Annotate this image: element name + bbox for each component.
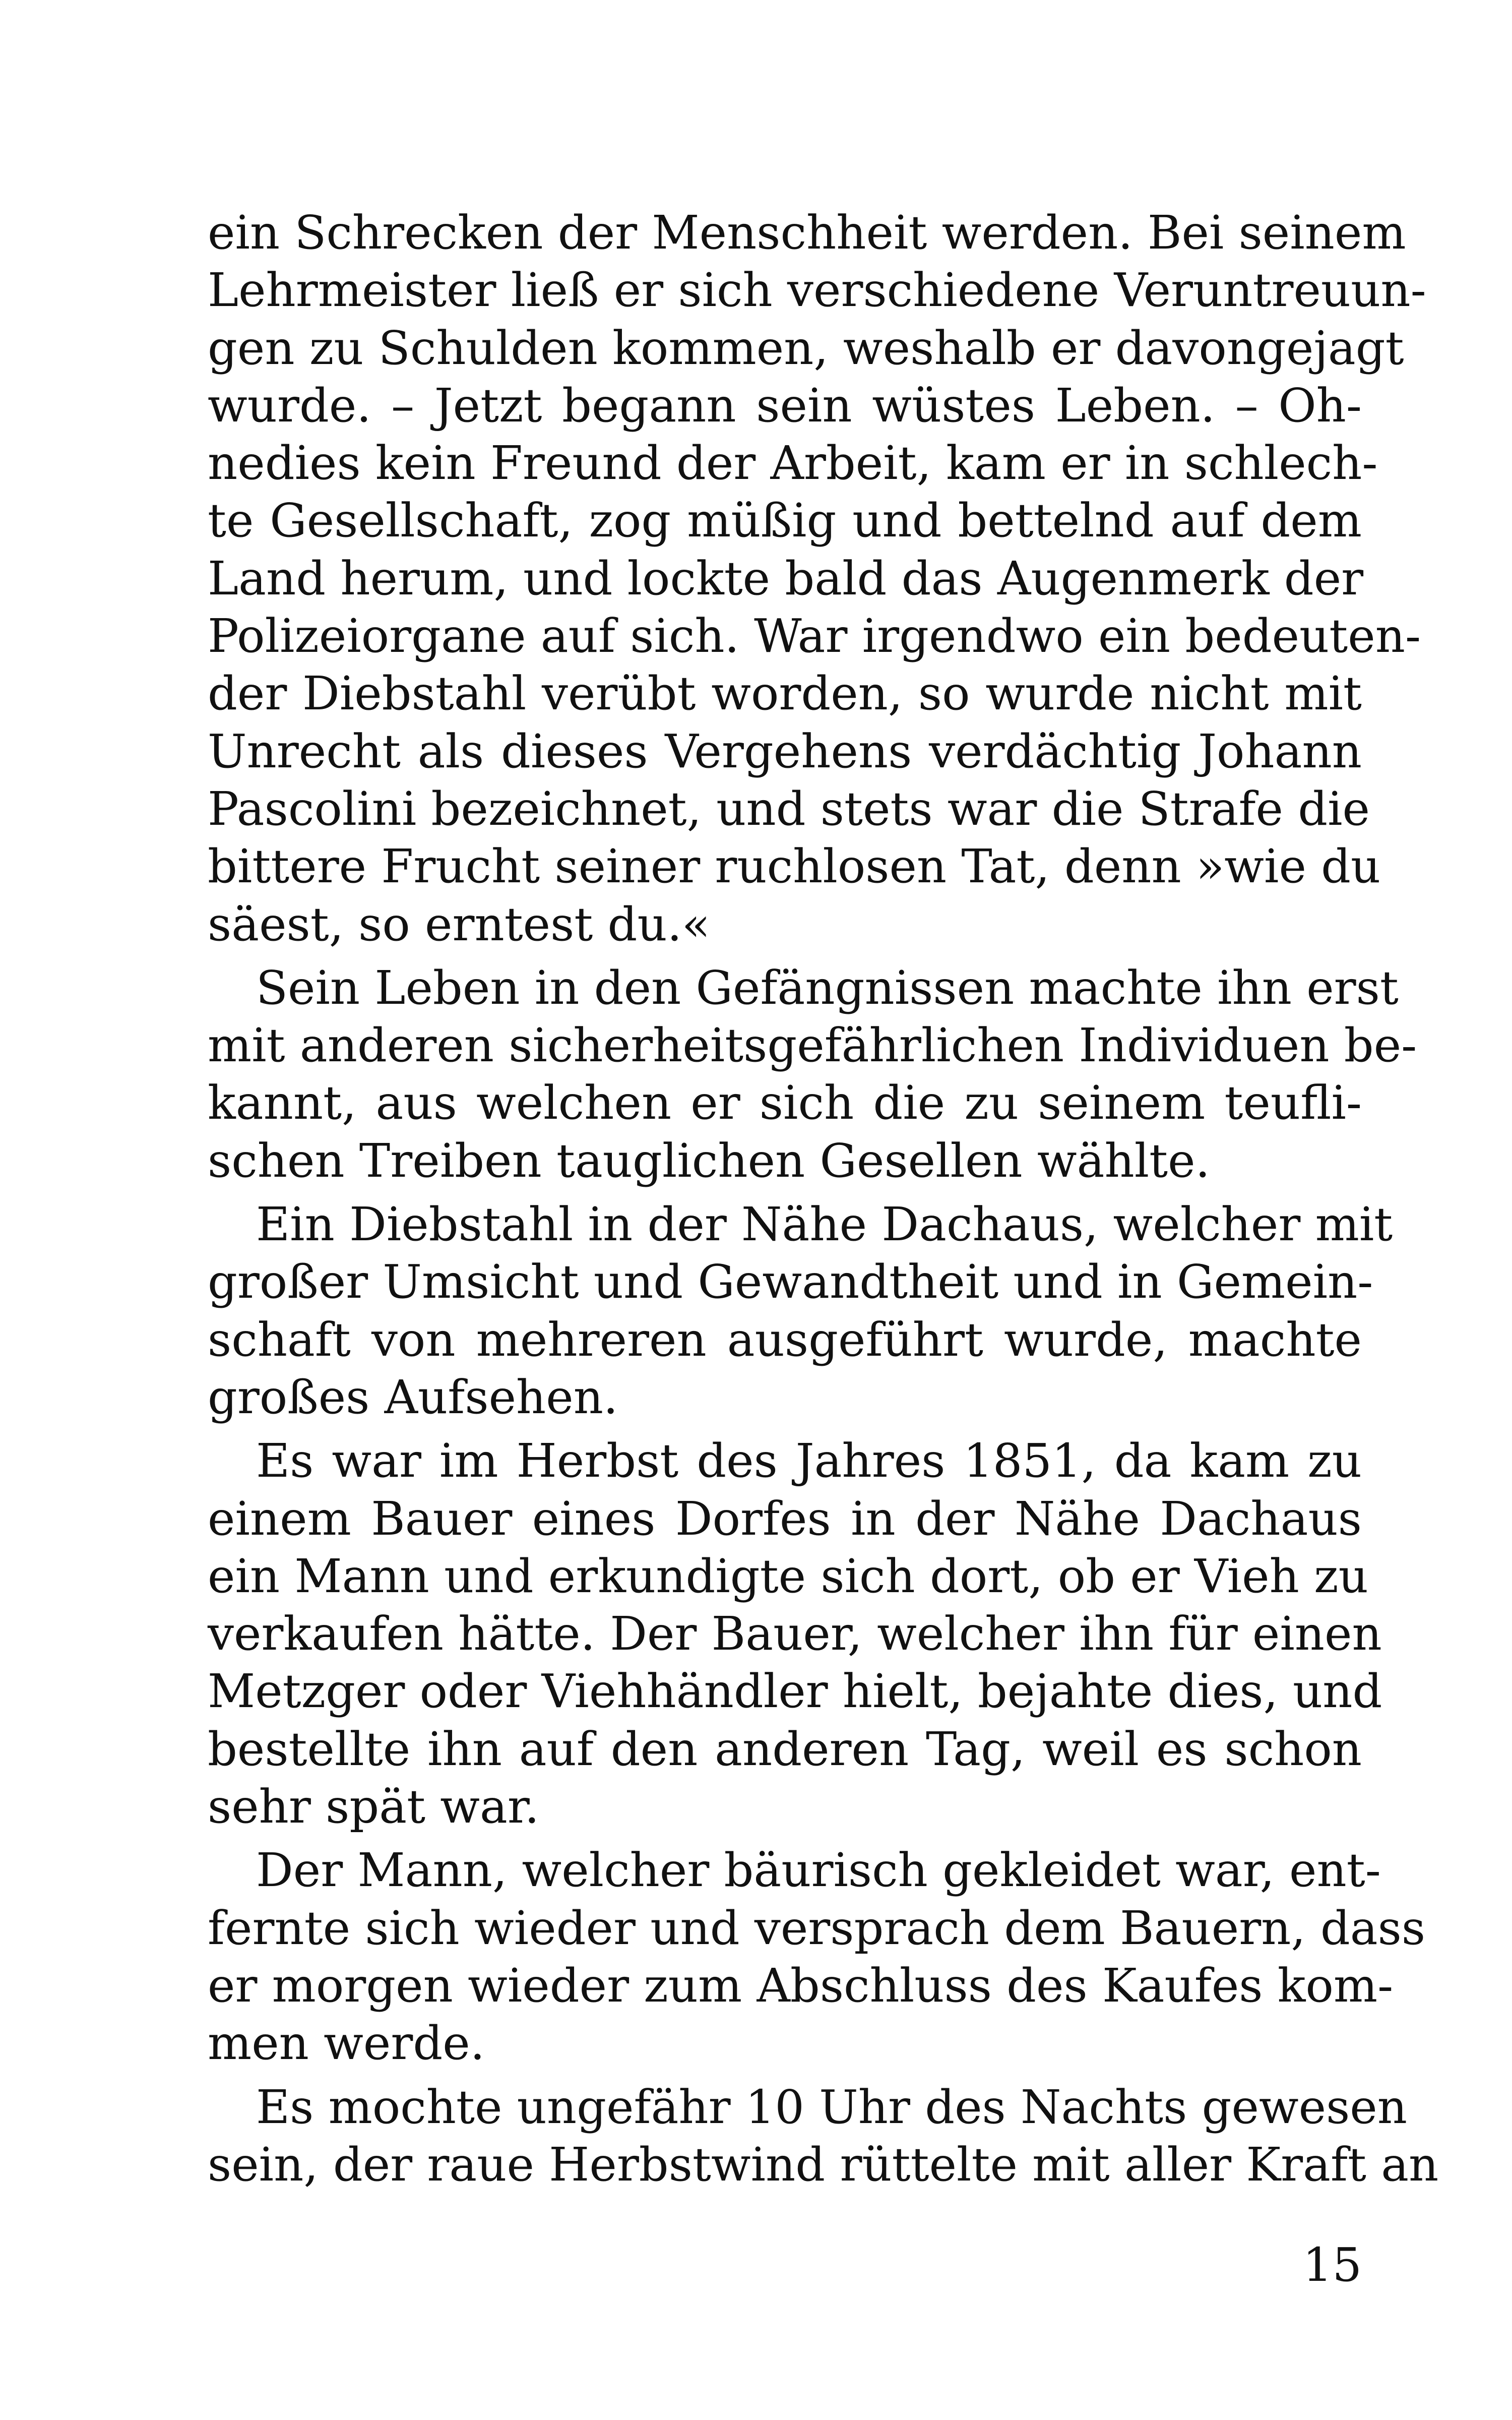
paragraph-1 xyxy=(208,204,1426,953)
text-line: sehr spät war. xyxy=(208,1780,540,1834)
text-line: verkaufen hätte. Der Bauer, welcher ihn für einen xyxy=(208,1607,1382,1661)
page-number: 15 xyxy=(1302,2238,1362,2292)
text-line: wurde. – Jetzt begann sein wüstes Leben. – Oh- xyxy=(208,378,1362,433)
paragraph-6 xyxy=(208,2079,1439,2194)
text-line: te Gesellschaft, zog müßig und bettelnd auf dem xyxy=(208,494,1362,548)
text-line: einem Bauer eines Dorfes in der Nähe Dachaus xyxy=(208,1491,1362,1546)
text-line: säest, so erntest du.« xyxy=(208,897,711,951)
text-line: schaft von mehreren ausgeführt wurde, machte xyxy=(208,1312,1362,1367)
text-line: Sein Leben in den Gefängnissen machte ihn erst xyxy=(256,960,1399,1015)
paragraph-4 xyxy=(208,1432,1382,1836)
paragraph-2 xyxy=(208,959,1417,1190)
text-line: der Diebstahl verübt worden, so wurde nicht mit xyxy=(208,667,1362,721)
text-line: Unrecht als dieses Vergehens verdächtig Johann xyxy=(208,724,1362,778)
text-line: Polizeiorgane auf sich. War irgendwo ein bedeuten- xyxy=(208,609,1421,663)
text-line: ein Schrecken der Menschheit werden. Bei seinem xyxy=(208,206,1406,260)
text-line: Metzger oder Viehhändler hielt, bejahte dies, und xyxy=(208,1664,1382,1719)
text-line: Lehrmeister ließ er sich verschiedene Veruntreuun- xyxy=(208,263,1426,318)
text-line: bittere Frucht seiner ruchlosen Tat, denn »wie du xyxy=(208,839,1381,894)
text-line: großes Aufsehen. xyxy=(208,1370,618,1424)
paragraph-5 xyxy=(208,1842,1426,2072)
text-line: Land herum, und lockte bald das Augenmerk der xyxy=(208,551,1364,606)
text-line: kannt, aus welchen er sich die zu seinem teufli- xyxy=(208,1076,1362,1130)
text-line: Pascolini bezeichnet, und stets war die Strafe die xyxy=(208,781,1370,836)
text-line: nedies kein Freund der Arbeit, kam er in schlech- xyxy=(208,436,1378,491)
text-line: großer Umsicht und Gewandtheit und in Gemein- xyxy=(208,1255,1373,1309)
text-line: schen Treiben tauglichen Gesellen wählte. xyxy=(208,1133,1210,1188)
text-line: fernte sich wieder und versprach dem Bauern, dass xyxy=(208,1901,1426,1955)
text-line: ein Mann und erkundigte sich dort, ob er Vieh zu xyxy=(208,1549,1368,1603)
text-line: men werde. xyxy=(208,2016,485,2071)
text-line: mit anderen sicherheitsgefährlichen Individuen be- xyxy=(208,1018,1417,1073)
text-line: Es mochte ungefähr 10 Uhr des Nachts gewesen xyxy=(256,2080,1408,2134)
text-line: er morgen wieder zum Abschluss des Kaufes kom- xyxy=(208,1958,1394,2013)
text-line: Es war im Herbst des Jahres 1851, da kam zu xyxy=(256,1434,1362,1488)
text-line: Der Mann, welcher bäurisch gekleidet war, ent- xyxy=(256,1843,1381,1898)
text-line: Ein Diebstahl in der Nähe Dachaus, welcher mit xyxy=(256,1197,1393,1252)
text-line: bestellte ihn auf den anderen Tag, weil es schon xyxy=(208,1722,1362,1776)
body-text xyxy=(208,204,1439,2200)
text-line: sein, der raue Herbstwind rüttelte mit aller Kraft an xyxy=(208,2137,1439,2192)
paragraph-3 xyxy=(208,1196,1393,1426)
text-line: gen zu Schulden kommen, weshalb er davongejagt xyxy=(208,321,1404,375)
